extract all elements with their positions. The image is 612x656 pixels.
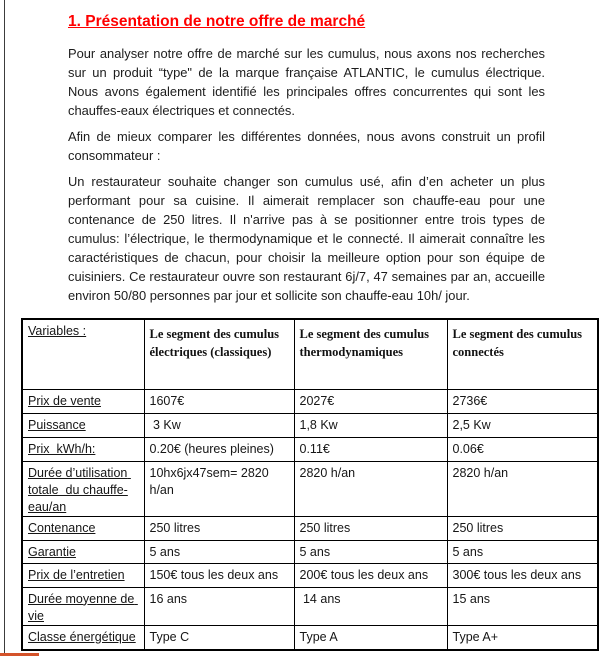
cell-value: 0.11€ xyxy=(294,437,447,461)
cell-value: 5 ans xyxy=(294,540,447,563)
table-row xyxy=(22,461,598,516)
row-label-contenance: Contenance xyxy=(22,516,144,540)
cell-value: 2736€ xyxy=(447,389,598,413)
cell-value: 2,5 Kw xyxy=(447,413,598,437)
cell-value: Type A xyxy=(294,625,447,650)
cell-value: 200€ tous les deux ans xyxy=(294,563,447,587)
section-title: 1. Présentation de notre offre de marché xyxy=(68,13,366,30)
header-segment-connectes: Le segment des cumulus connectés xyxy=(447,319,598,389)
cell-value: 2820 h/an xyxy=(294,461,447,516)
cell-value: 1607€ xyxy=(144,389,294,413)
row-label-prix-entretien: Prix de l’entretien xyxy=(22,563,144,587)
cell-value: 250 litres xyxy=(144,516,294,540)
paragraph-profile-intro: Afin de mieux comparer les différentes données, nous avons construit un profil consommateur : xyxy=(68,129,545,163)
cell-value: 14 ans xyxy=(294,587,447,625)
cell-value: 300€ tous les deux ans xyxy=(447,563,598,587)
cell-value: 1,8 Kw xyxy=(294,413,447,437)
page-margin-rule xyxy=(4,0,5,656)
row-label-classe-energetique: Classe énergétique xyxy=(22,625,144,650)
cell-value: 0.20€ (heures pleines) xyxy=(144,437,294,461)
cell-value: 250 litres xyxy=(447,516,598,540)
table-row xyxy=(22,516,598,540)
header-segment-thermodynamiques: Le segment des cumulus thermodynamiques xyxy=(294,319,447,389)
row-label-puissance: Puissance xyxy=(22,413,144,437)
table-row xyxy=(22,587,598,625)
cell-value: 16 ans xyxy=(144,587,294,625)
paragraph-intro: Pour analyser notre offre de marché sur les cumulus, nous axons nos recherches sur un produit “type" de la marque française ATLANTIC, le cumulus électrique. Nous avons également identifié les principales offres concurrentes qui sont les chauffes-eaux électriques et connectés. xyxy=(68,46,545,118)
cell-value: 5 ans xyxy=(447,540,598,563)
row-label-prix-kwh: Prix kWh/h: xyxy=(22,437,144,461)
paragraph-consumer-profile: Un restaurateur souhaite changer son cumulus usé, afin d’en acheter un plus performant pour sa cuisine. Il aimerait remplacer son chauffe-eau pour une contenance de 250 litres. Il n'arrive pas à se positionner entre trois types de cumulus: l’électrique, le thermodynamique et le connecté. Il aimerait connaître les caractéristiques de chacun, pour choisir la meilleure option pour son équipe de cuisiniers. Ce restaurateur ouvre son restaurant 6j/7, 47 semaines par an, accueille environ 50/80 personnes par jour et sollicite son chauffe-eau 10h/ jour. xyxy=(68,174,545,303)
cell-value: 0.06€ xyxy=(447,437,598,461)
row-label-duree-utilisation: Durée d’utilisation totale du chauffe-eau/an xyxy=(22,461,144,516)
table-row xyxy=(22,389,598,413)
cell-value: 2820 h/an xyxy=(447,461,598,516)
row-label-garantie: Garantie xyxy=(22,540,144,563)
table-header-row xyxy=(22,319,598,389)
cell-value: 15 ans xyxy=(447,587,598,625)
cell-value: 150€ tous les deux ans xyxy=(144,563,294,587)
cell-value: Type A+ xyxy=(447,625,598,650)
cell-value: 3 Kw xyxy=(144,413,294,437)
document-body xyxy=(68,12,545,312)
table-row xyxy=(22,413,598,437)
row-label-prix-de-vente: Prix de vente xyxy=(22,389,144,413)
cell-value: 2027€ xyxy=(294,389,447,413)
cell-value: 10hx6jx47sem= 2820 h/an xyxy=(144,461,294,516)
header-variables: Variables : xyxy=(22,319,144,389)
cell-value: Type C xyxy=(144,625,294,650)
table-row xyxy=(22,437,598,461)
row-label-duree-vie: Durée moyenne de vie xyxy=(22,587,144,625)
cell-value: 250 litres xyxy=(294,516,447,540)
comparison-table xyxy=(21,318,599,651)
cell-value: 5 ans xyxy=(144,540,294,563)
header-segment-electriques: Le segment des cumulus électriques (classiques) xyxy=(144,319,294,389)
table-row xyxy=(22,563,598,587)
table-row xyxy=(22,540,598,563)
table-row xyxy=(22,625,598,650)
